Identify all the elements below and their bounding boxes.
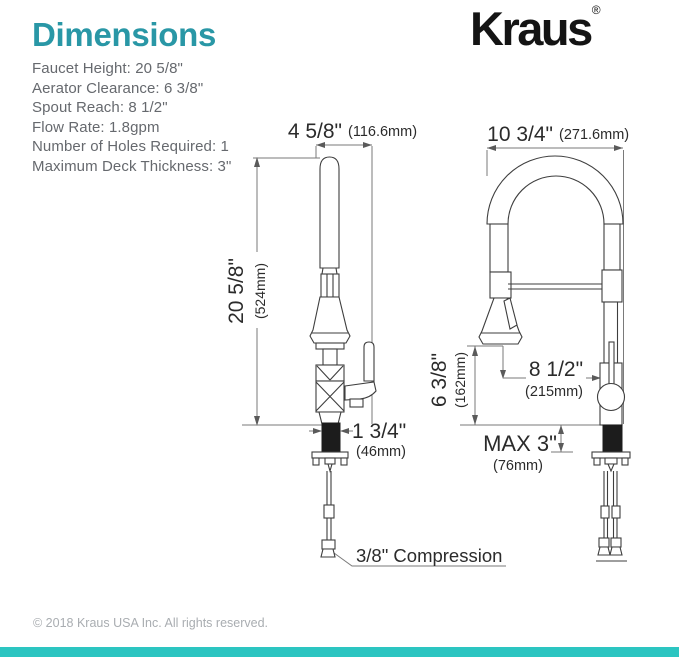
front-width-mm: (116.6mm) xyxy=(348,124,418,140)
side-view-dimension-lines xyxy=(460,145,624,452)
base-width-label: 1 3/4" xyxy=(352,420,407,443)
reach-label: 8 1/2" xyxy=(528,358,584,381)
side-width-mm: (271.6mm) xyxy=(559,127,630,143)
spec-deck-thickness: Maximum Deck Thickness: 3" xyxy=(32,157,232,175)
page-title: Dimensions xyxy=(32,16,217,53)
deck-max-label: MAX 3" xyxy=(483,431,557,456)
logo-letter-a: a xyxy=(517,1,541,56)
front-width-label: 4 5/8" xyxy=(287,120,342,143)
reach-mm: (215mm) xyxy=(524,384,584,400)
spec-aerator-clearance: Aerator Clearance: 6 3/8" xyxy=(32,79,204,97)
spec-faucet-height: Faucet Height: 20 5/8" xyxy=(32,60,183,77)
faucet-front-view xyxy=(310,157,376,557)
accent-bar xyxy=(0,647,679,657)
front-height-mm: (524mm) xyxy=(252,262,268,320)
front-height-label: 20 5/8" xyxy=(225,258,248,324)
spec-holes-required: Number of Holes Required: 1 xyxy=(32,138,229,156)
side-width-label: 10 3/4" xyxy=(487,123,553,146)
deck-max-mm: (76mm) xyxy=(493,458,543,474)
clearance-label: 6 3/8" xyxy=(428,352,451,408)
registered-mark: ® xyxy=(591,3,601,18)
logo-text-pre: Kr xyxy=(470,2,518,55)
spec-spout-reach: Spout Reach: 8 1/2" xyxy=(32,99,168,117)
clearance-mm: (162mm) xyxy=(452,351,468,409)
logo-text-post: us xyxy=(540,2,591,55)
copyright: © 2018 Kraus USA Inc. All rights reserved. xyxy=(33,616,269,630)
connection-label: 3/8" Compression xyxy=(356,545,503,566)
spec-flow-rate: Flow Rate: 1.8gpm xyxy=(32,118,160,136)
base-width-mm: (46mm) xyxy=(356,444,406,460)
dimension-labels xyxy=(225,120,629,566)
